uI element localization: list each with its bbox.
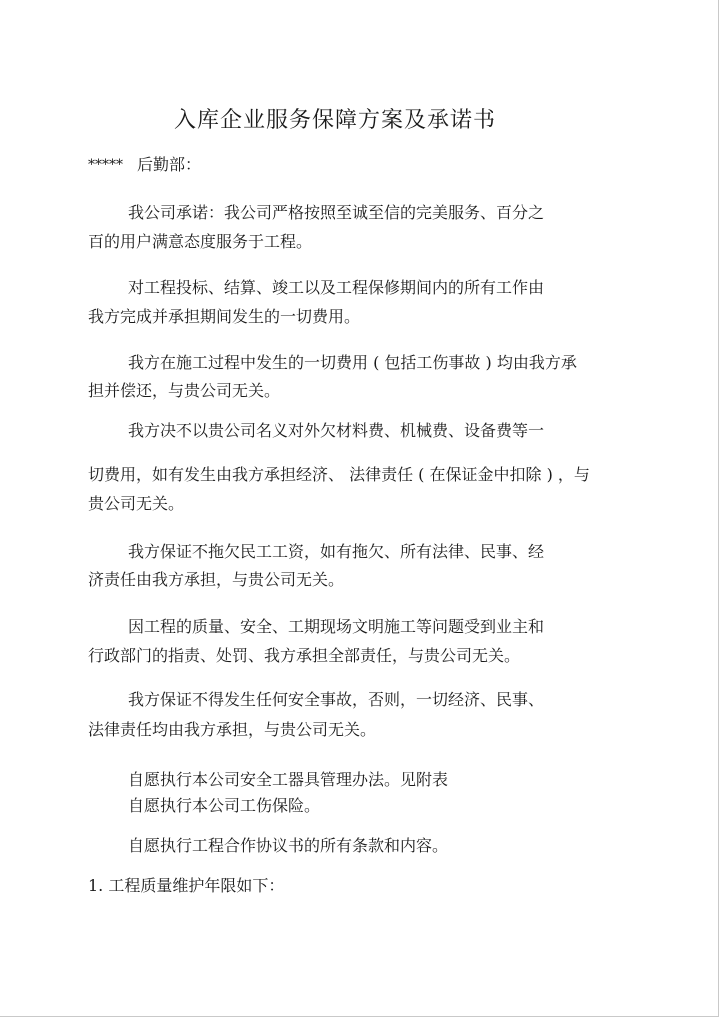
paragraph-line: 我方保证不拖欠民工工资，如有拖欠、所有法律、民事、经 xyxy=(128,542,545,561)
paragraph-line: 行政部门的指责、处罚、我方承担全部责任，与贵公司无关。 xyxy=(88,646,521,665)
paragraph-line: 担并偿还，与贵公司无关。 xyxy=(88,381,281,400)
paragraph-line: 自愿执行本公司安全工器具管理办法。见附表 xyxy=(128,770,449,789)
paragraph-line: 我方保证不得发生任何安全事故，否则，一切经济、民事、 xyxy=(128,690,545,709)
paragraph-line: 自愿执行本公司工伤保险。 xyxy=(128,796,321,815)
paragraph-line: 切费用，如有发生由我方承担经济、 法律责任 ( 在保证金中扣除 ) ，与 xyxy=(88,465,590,484)
paragraph-line: 因工程的质量、安全、工期现场文明施工等问题受到业主和 xyxy=(128,617,545,636)
recipient-dept: 后勤部： xyxy=(137,155,202,174)
paragraph-line: 对工程投标、结算、竣工以及工程保修期间内的所有工作由 xyxy=(128,278,545,297)
paragraph-line: 我方决不以贵公司名义对外欠材料费、机械费、设备费等一 xyxy=(128,421,545,440)
page-title: 入库企业服务保障方案及承诺书 xyxy=(174,108,497,133)
paragraph-line: 自愿执行工程合作协议书的所有条款和内容。 xyxy=(128,836,449,855)
paragraph-line: 贵公司无关。 xyxy=(88,494,185,513)
paragraph-line: 我方在施工过程中发生的一切费用 ( 包括工伤事故 ) 均由我方承 xyxy=(128,353,577,372)
list-item: 1. 工程质量维护年限如下： xyxy=(88,876,285,895)
paragraph-line: 法律责任均由我方承担，与贵公司无关。 xyxy=(88,720,377,739)
paragraph-line: 我方完成并承担期间发生的一切费用。 xyxy=(88,307,361,326)
recipient-stars: ***** xyxy=(88,157,123,173)
paragraph-line: 我公司承诺：我公司严格按照至诚至信的完美服务、百分之 xyxy=(128,203,545,222)
paragraph-line: 济责任由我方承担，与贵公司无关。 xyxy=(88,570,345,589)
paragraph-line: 百的用户满意态度服务于工程。 xyxy=(88,232,313,251)
